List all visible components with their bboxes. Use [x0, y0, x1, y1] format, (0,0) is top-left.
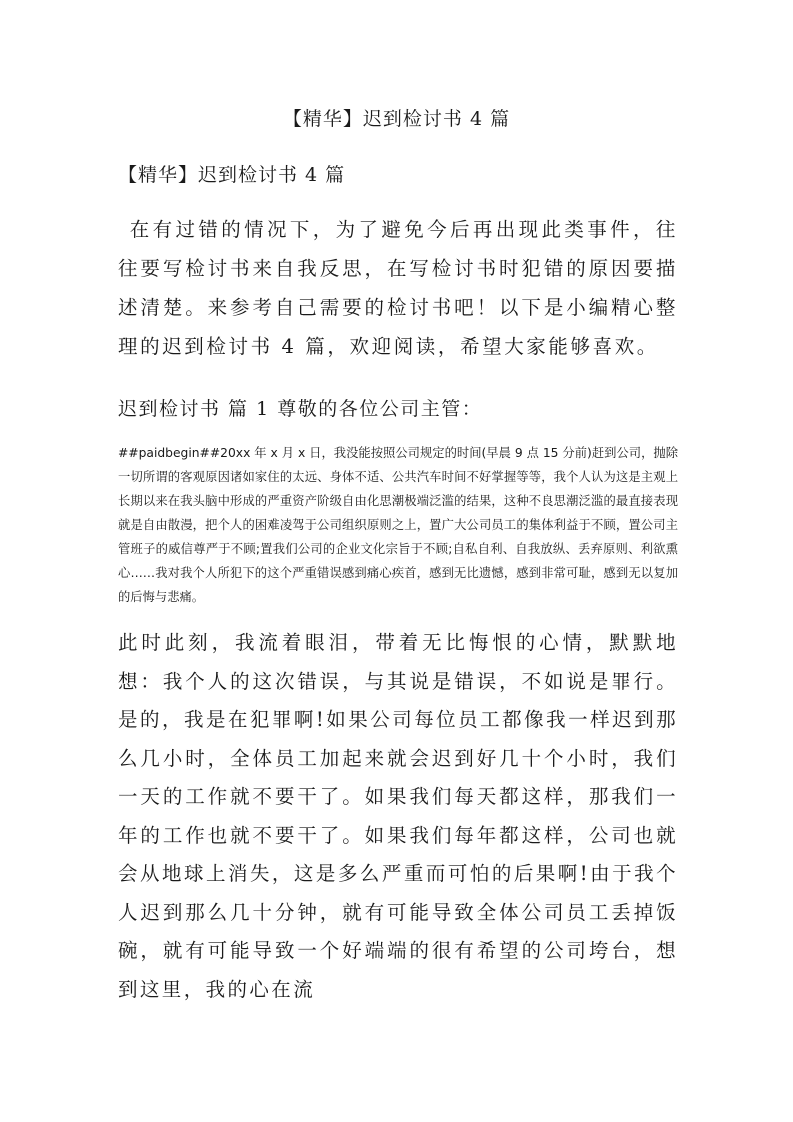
page-title: 【精华】迟到检讨书 4 篇 [282, 108, 511, 130]
body-paragraph-small: ##paidbegin##20xx 年 x 月 x 日，我没能按照公司规定的时间(早晨 9 点 15 分前)赶到公司，抛除一切所谓的客观原因诸如家住的太远、身体不适、公共汽车时间不好掌握等等，我个人认为这是主观上长期以来在我头脑中形成的严重资产阶级自由化思潮极端泛滥的结果，这种不良思潮泛滥的最直接表现就是自由散漫，把个人的困难凌驾于公司组织原则之上，置广大公司员工的集体利益于不顾，置公司主管班子的威信尊严于不顾;置我们公司的企业文化宗旨于不顾;自私自利、自我放纵、丢弃原则、利欲熏心……我对我个人所犯下的这个严重错误感到痛心疾首，感到无比遗憾，感到非常可耻，感到无以复加的后悔与悲痛。 [118, 446, 678, 604]
document-subtitle: 【精华】迟到检讨书 4 篇 [118, 164, 346, 186]
intro-paragraph: 在有过错的情况下，为了避免今后再出现此类事件，往往要写检讨书来自我反思，在写检讨书时犯错的原因要描述清楚。来参考自己需要的检讨书吧！以下是小编精心整理的迟到检讨书 4 篇，欢迎阅读，希望大家能够喜欢。 [118, 218, 678, 358]
section-heading: 迟到检讨书 篇 1 尊敬的各位公司主管： [118, 398, 483, 420]
body-paragraph-main: 此时此刻，我流着眼泪，带着无比悔恨的心情，默默地想：我个人的这次错误，与其说是错误，不如说是罪行。是的，我是在犯罪啊!如果公司每位员工都像我一样迟到那么几小时，全体员工加起来就会迟到好几十个小时，我们一天的工作就不要干了。如果我们每天都这样，那我们一年的工作也就不要干了。如果我们每年都这样，公司也就会从地球上消失，这是多么严重而可怕的后果啊!由于我个人迟到那么几十分钟，就有可能导致全体公司员工丢掉饭碗，就有可能导致一个好端端的很有希望的公司垮台，想到这里，我的心在流 [118, 631, 678, 1001]
